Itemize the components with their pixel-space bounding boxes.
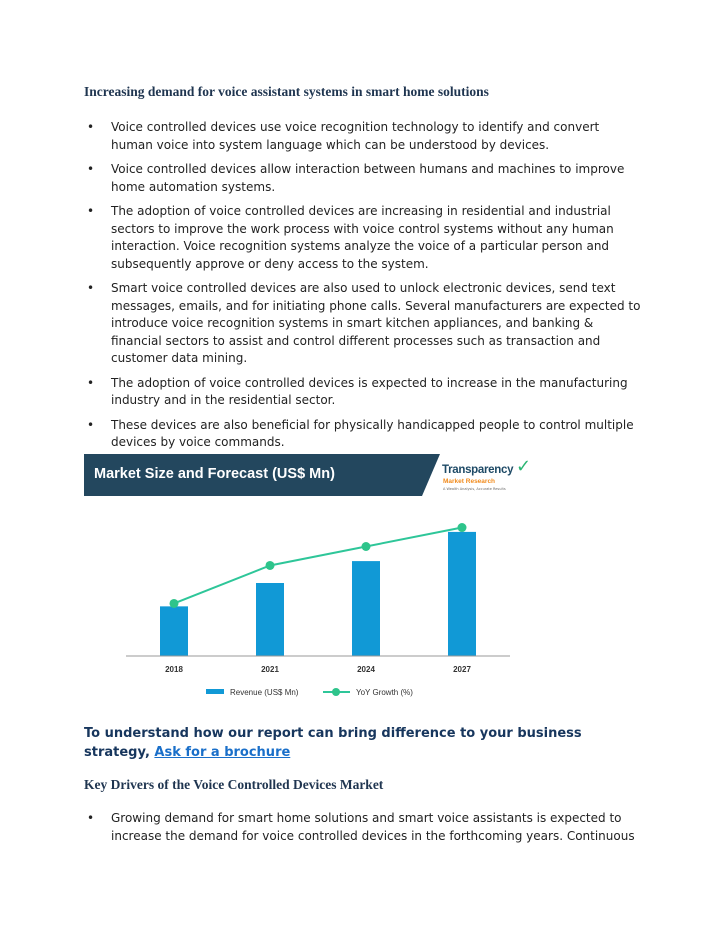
x-tick-label: 2027 [453, 665, 471, 674]
list-item: • Voice controlled devices allow interaction between humans and machines to improve home automation systems. [84, 161, 644, 196]
growth-point [362, 542, 371, 551]
bar [352, 561, 380, 656]
legend-label-revenue: Revenue (US$ Mn) [230, 688, 299, 697]
brochure-link[interactable]: Ask for a brochure [154, 745, 291, 760]
list-item: • Smart voice controlled devices are also used to unlock electronic devices, send text messages, emails, and for initiating phone calls. Several manufacturers are expected to introduce voice recognition systems in smart kitchen appliances, and banking & financial sectors to assist and control different processes such as transaction and customer data mining. [84, 280, 644, 368]
legend-marker-growth [332, 688, 340, 696]
chart-title: Market Size and Forecast (US$ Mn) [94, 466, 335, 482]
x-tick-label: 2018 [165, 665, 183, 674]
list-item: • Voice controlled devices use voice recognition technology to identify and convert human voice into system language which can be understood by devices. [84, 119, 644, 154]
logo-name: Transparency [442, 464, 514, 476]
list-item: • Growing demand for smart home solutions and smart voice assistants is expected to increase the demand for voice controlled devices in the forthcoming years. Continuous [84, 810, 644, 845]
checkmark-icon: ✓ [516, 456, 532, 477]
list-item: • The adoption of voice controlled devices are increasing in residential and industrial sectors to improve the work process with voice control systems without any human interaction. Voice recognition systems analyze the voice of a particular person and subsequently approve or deny access to the system. [84, 203, 644, 273]
bullet-list [84, 119, 644, 459]
cta-paragraph [84, 724, 644, 762]
growth-point [458, 523, 467, 532]
section-heading-drivers: Key Drivers of the Voice Controlled Devices Market [84, 777, 384, 792]
chart-banner [84, 454, 422, 496]
growth-point [266, 561, 275, 570]
company-logo [442, 458, 554, 498]
bar [256, 583, 284, 656]
x-tick-label: 2021 [261, 665, 279, 674]
bar [448, 532, 476, 656]
growth-line [174, 528, 462, 604]
bullet-list-drivers [84, 810, 644, 852]
market-chart [84, 452, 554, 708]
legend-swatch-revenue [206, 689, 224, 694]
cta-text: To understand how our report can bring difference to your business strategy, [84, 726, 582, 760]
legend-label-growth: YoY Growth (%) [356, 688, 413, 697]
growth-point [170, 599, 179, 608]
bar [160, 606, 188, 656]
list-item: • The adoption of voice controlled devices is expected to increase in the manufacturing industry and in the residential sector. [84, 375, 644, 410]
list-item: • These devices are also beneficial for physically handicapped people to control multiple devices by voice commands. [84, 417, 644, 452]
logo-subtitle: Market Research [443, 478, 496, 485]
x-tick-label: 2024 [357, 665, 375, 674]
section-heading: Increasing demand for voice assistant systems in smart home solutions [84, 84, 489, 99]
logo-tagline: A Wealth Analysis, Accurate Results [443, 487, 506, 491]
